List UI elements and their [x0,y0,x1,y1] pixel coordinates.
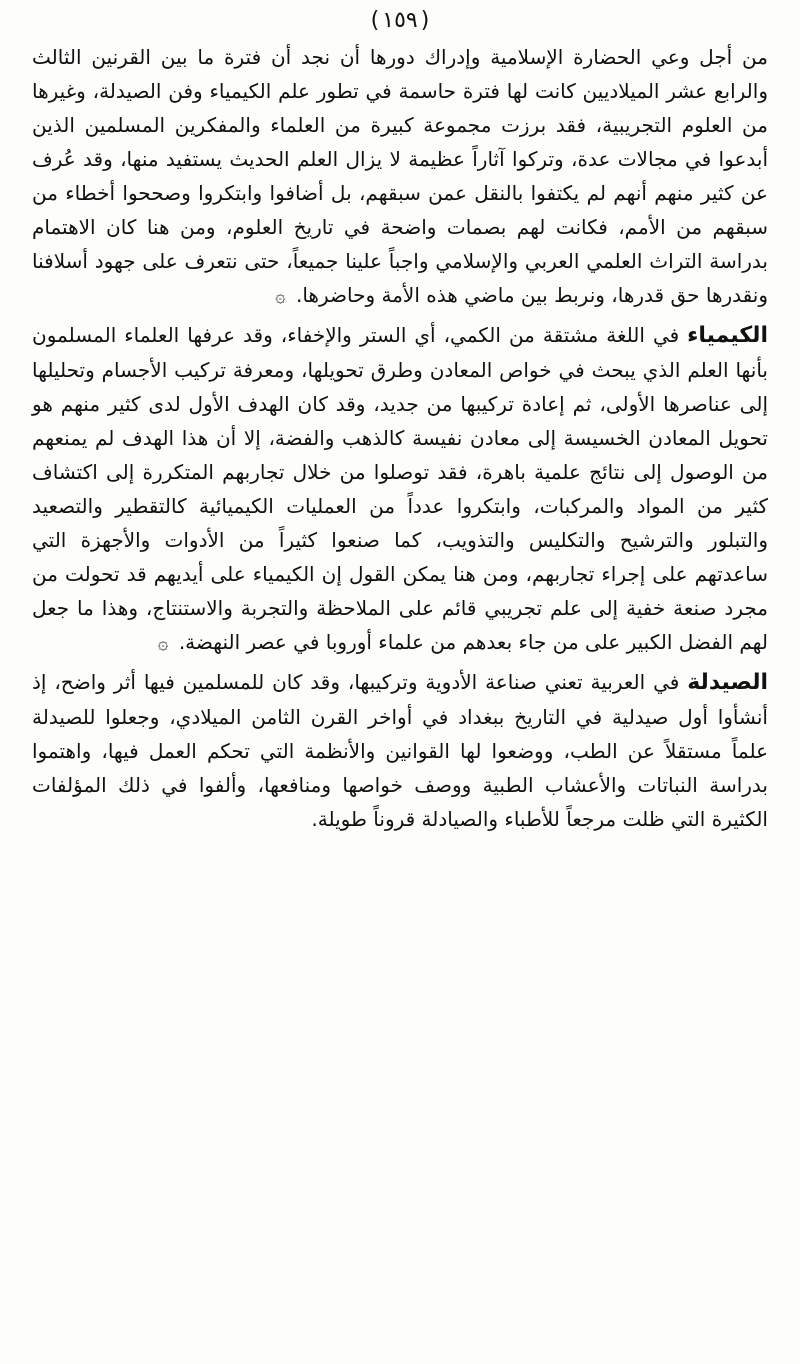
paragraph-2-text: في اللغة مشتقة من الكمي، أي الستر والإخفاء، وقد عرفها العلماء المسلمون بأنها العلم الذي يبحث في خواص المعادن وطرق تحويلها، ومعرفة تركيب الأجسام وتحليلها إلى عناصرها الأولى، ثم إعادة تركيبها من جديد، وقد كان الهدف الأول لدى كثير منهم هو تحويل المعادن الخسيسة إلى معادن نفيسة كالذهب والفضة، إلا أن هذا الهدف لم يمنعهم من الوصول إلى نتائج علمية باهرة، فقد توصلوا من خلال تجاربهم المتكررة إلى اكتشاف كثير من المواد والمركبات، وابتكروا عدداً من العمليات الكيميائية كالتقطير والتصعيد والتبلور والترشيح والتكليس والتذويب، كما صنعوا كثيراً من الأدوات والأجهزة التي ساعدتهم على إجراء تجاربهم، ومن هنا يمكن القول إن الكيمياء على أيديهم قد تحولت من مجرد صنعة خفية إلى علم تجريبي قائم على الملاحظة والتجربة والاستنتاج، وهذا ما جعل لهم الفضل الكبير على من جاء بعدهم من علماء أوروبا في عصر النهضة. [32,323,768,654]
paragraph-2-lead-term: الكيمياء [687,323,768,348]
open-paren: ( [370,8,380,33]
paragraph-2 [32,318,768,661]
paragraph-1-text: من أجل وعي الحضارة الإسلامية وإدراك دورها أن نجد أن فترة ما بين القرنين الثالث والرابع عشر الميلاديين كانت لها فترة حاسمة في تطور علم الكيمياء وفن الصيدلة، وغيرها من العلوم التجريبية، فقد برزت مجموعة كبيرة من العلماء والمفكرين المسلمين الذين أبدعوا في مجالات عدة، وتركوا آثاراً عظيمة لا يزال العلم الحديث يستفيد منها، وقد عُرف عن كثير منهم أنهم لم يكتفوا بالنقل عمن سبقهم، بل أضافوا وابتكروا وصححوا أخطاء من سبقهم من الأمم، فكانت لهم بصمات واضحة في تاريخ العلوم، ومن هنا كان الاهتمام بدراسة التراث العلمي العربي والإسلامي واجباً علينا جميعاً، حتى نتعرف على جهود أسلافنا ونقدرها حق قدرها، ونربط بين ماضي هذه الأمة وحاضرها. [32,45,768,307]
paragraph-3 [32,665,768,836]
body-text [32,40,768,836]
paragraph-end-mark: ۞ [157,633,169,654]
paragraph-3-lead-term: الصيدلة [687,670,768,695]
paragraph-1 [32,40,768,314]
page-number [0,8,800,34]
page-number-value: ١٥٩ [382,8,418,33]
close-paren: ) [420,8,430,33]
paragraph-3-text: في العربية تعني صناعة الأدوية وتركيبها، وقد كان للمسلمين فيها أثر واضح، إذ أنشأوا أول صيدلية في التاريخ ببغداد في أواخر القرن الثامن الميلادي، وجعلوا للصيدلة علماً مستقلاً عن الطب، ووضعوا لها القوانين والأنظمة التي تحكم العمل فيها، واهتموا بدراسة النباتات والأعشاب الطبية ووصف خواصها ومنافعها، وألفوا في ذلك المؤلفات الكثيرة التي ظلت مرجعاً للأطباء والصيادلة قروناً طويلة. [32,670,768,831]
paragraph-end-mark: ۞ [275,286,286,307]
